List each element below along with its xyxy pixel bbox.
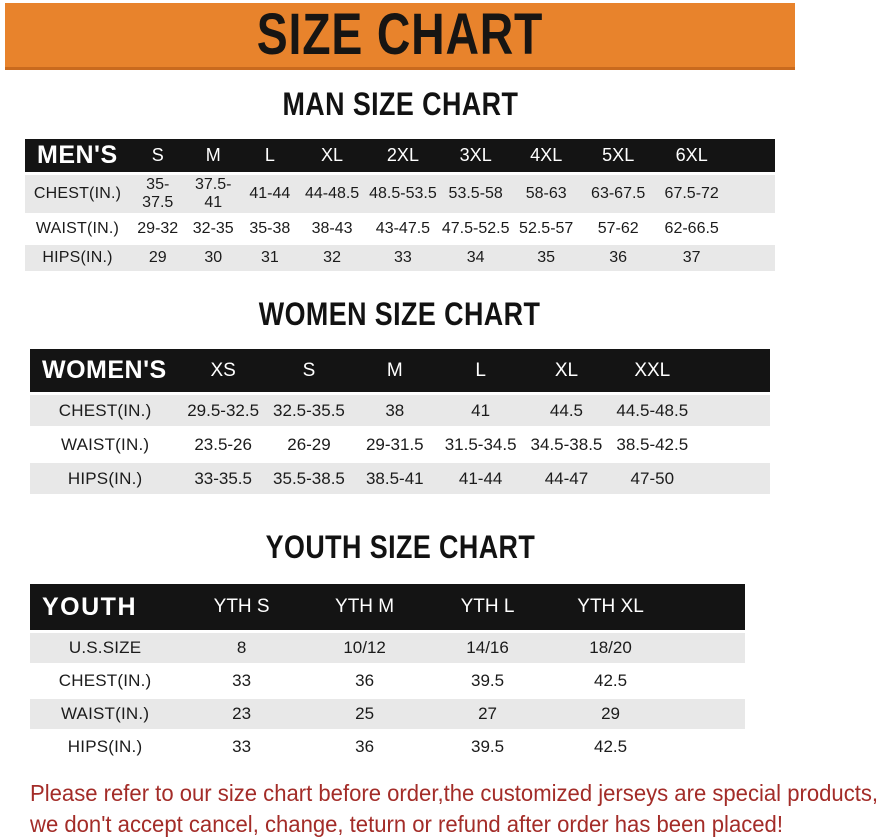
value-cell: 35 (511, 245, 582, 271)
column-header: M (185, 139, 240, 172)
column-header: 2XL (365, 139, 440, 172)
youth-size-table (30, 581, 745, 765)
value-cell: 44-47 (524, 463, 610, 494)
value-cell: 57-62 (581, 216, 655, 242)
table-row (30, 463, 770, 494)
column-header: L (438, 349, 524, 392)
value-cell: 39.5 (426, 666, 549, 696)
value-cell: 41-44 (241, 175, 299, 213)
value-cell: 34.5-38.5 (524, 429, 610, 460)
filler-cell (672, 699, 745, 729)
row-label: WAIST(IN.) (30, 699, 180, 729)
filler-cell (728, 216, 775, 242)
filler-cell (672, 666, 745, 696)
table-row (30, 699, 745, 729)
value-cell: 25 (303, 699, 426, 729)
value-cell: 10/12 (303, 633, 426, 663)
page-title: SIZE CHART (256, 2, 544, 67)
value-cell: 42.5 (549, 732, 672, 762)
value-cell: 47-50 (609, 463, 695, 494)
value-cell: 29-32 (130, 216, 185, 242)
row-label: U.S.SIZE (30, 633, 180, 663)
value-cell: 36 (303, 732, 426, 762)
value-cell: 18/20 (549, 633, 672, 663)
table-title: YOUTH (30, 584, 180, 630)
value-cell: 23.5-26 (180, 429, 266, 460)
disclaimer-line-1: Please refer to our size chart before order,the customized jerseys are special products, (30, 780, 878, 806)
value-cell: 35-38 (241, 216, 299, 242)
table-row (25, 245, 775, 271)
column-header: XL (299, 139, 366, 172)
value-cell: 47.5-52.5 (440, 216, 511, 242)
value-cell: 67.5-72 (655, 175, 729, 213)
filler-cell (728, 245, 775, 271)
value-cell: 63-67.5 (581, 175, 655, 213)
table-row (25, 175, 775, 213)
value-cell: 43-47.5 (365, 216, 440, 242)
column-header: YTH L (426, 584, 549, 630)
value-cell: 33-35.5 (180, 463, 266, 494)
banner (5, 3, 795, 70)
value-cell: 52.5-57 (511, 216, 582, 242)
table-title: WOMEN'S (30, 349, 180, 392)
column-header: L (241, 139, 299, 172)
table-header-row (30, 584, 745, 630)
value-cell: 32 (299, 245, 366, 271)
value-cell: 39.5 (426, 732, 549, 762)
row-label: HIPS(IN.) (25, 245, 130, 271)
women-size-table (30, 346, 770, 497)
value-cell: 35-37.5 (130, 175, 185, 213)
value-cell: 29.5-32.5 (180, 395, 266, 426)
column-header: M (352, 349, 438, 392)
disclaimer-line-2: we don't accept cancel, change, teturn or refund after order has been placed! (30, 811, 783, 837)
size-chart-page (0, 2, 878, 837)
table-row (30, 395, 770, 426)
value-cell: 31.5-34.5 (438, 429, 524, 460)
table-row (30, 666, 745, 696)
value-cell: 53.5-58 (440, 175, 511, 213)
row-label: CHEST(IN.) (30, 666, 180, 696)
filler-cell (728, 139, 775, 172)
column-header: 3XL (440, 139, 511, 172)
column-header: S (266, 349, 352, 392)
value-cell: 8 (180, 633, 303, 663)
row-label: HIPS(IN.) (30, 463, 180, 494)
value-cell: 23 (180, 699, 303, 729)
table-title: MEN'S (25, 139, 130, 172)
value-cell: 37.5-41 (185, 175, 240, 213)
value-cell: 33 (180, 732, 303, 762)
youth-section-heading: YOUTH SIZE CHART (265, 529, 535, 565)
value-cell: 44-48.5 (299, 175, 366, 213)
value-cell: 31 (241, 245, 299, 271)
column-header: XXL (609, 349, 695, 392)
filler-cell (695, 429, 770, 460)
value-cell: 42.5 (549, 666, 672, 696)
table-header-row (25, 139, 775, 172)
value-cell: 29-31.5 (352, 429, 438, 460)
filler-cell (672, 584, 745, 630)
men-size-table (25, 136, 775, 274)
column-header: YTH M (303, 584, 426, 630)
column-header: XS (180, 349, 266, 392)
value-cell: 38.5-42.5 (609, 429, 695, 460)
value-cell: 44.5 (524, 395, 610, 426)
value-cell: 44.5-48.5 (609, 395, 695, 426)
value-cell: 41-44 (438, 463, 524, 494)
row-label: HIPS(IN.) (30, 732, 180, 762)
filler-cell (672, 633, 745, 663)
row-label: WAIST(IN.) (30, 429, 180, 460)
table-row (30, 633, 745, 663)
value-cell: 33 (365, 245, 440, 271)
column-header: 6XL (655, 139, 729, 172)
value-cell: 29 (549, 699, 672, 729)
value-cell: 35.5-38.5 (266, 463, 352, 494)
table-row (30, 429, 770, 460)
column-header: XL (524, 349, 610, 392)
column-header: 5XL (581, 139, 655, 172)
filler-cell (695, 349, 770, 392)
row-label: CHEST(IN.) (30, 395, 180, 426)
disclaimer-note (30, 778, 878, 840)
table-row (30, 732, 745, 762)
column-header: YTH XL (549, 584, 672, 630)
value-cell: 62-66.5 (655, 216, 729, 242)
row-label: CHEST(IN.) (25, 175, 130, 213)
value-cell: 48.5-53.5 (365, 175, 440, 213)
value-cell: 36 (303, 666, 426, 696)
value-cell: 33 (180, 666, 303, 696)
value-cell: 38 (352, 395, 438, 426)
value-cell: 38-43 (299, 216, 366, 242)
value-cell: 30 (185, 245, 240, 271)
value-cell: 14/16 (426, 633, 549, 663)
value-cell: 26-29 (266, 429, 352, 460)
value-cell: 58-63 (511, 175, 582, 213)
table-header-row (30, 349, 770, 392)
filler-cell (672, 732, 745, 762)
value-cell: 36 (581, 245, 655, 271)
value-cell: 41 (438, 395, 524, 426)
value-cell: 32-35 (185, 216, 240, 242)
value-cell: 27 (426, 699, 549, 729)
value-cell: 34 (440, 245, 511, 271)
value-cell: 38.5-41 (352, 463, 438, 494)
filler-cell (695, 395, 770, 426)
filler-cell (728, 175, 775, 213)
table-row (25, 216, 775, 242)
women-section-heading: WOMEN SIZE CHART (259, 296, 541, 332)
filler-cell (695, 463, 770, 494)
value-cell: 29 (130, 245, 185, 271)
column-header: YTH S (180, 584, 303, 630)
value-cell: 37 (655, 245, 729, 271)
column-header: S (130, 139, 185, 172)
men-section-heading: MAN SIZE CHART (282, 86, 518, 122)
column-header: 4XL (511, 139, 582, 172)
value-cell: 32.5-35.5 (266, 395, 352, 426)
row-label: WAIST(IN.) (25, 216, 130, 242)
